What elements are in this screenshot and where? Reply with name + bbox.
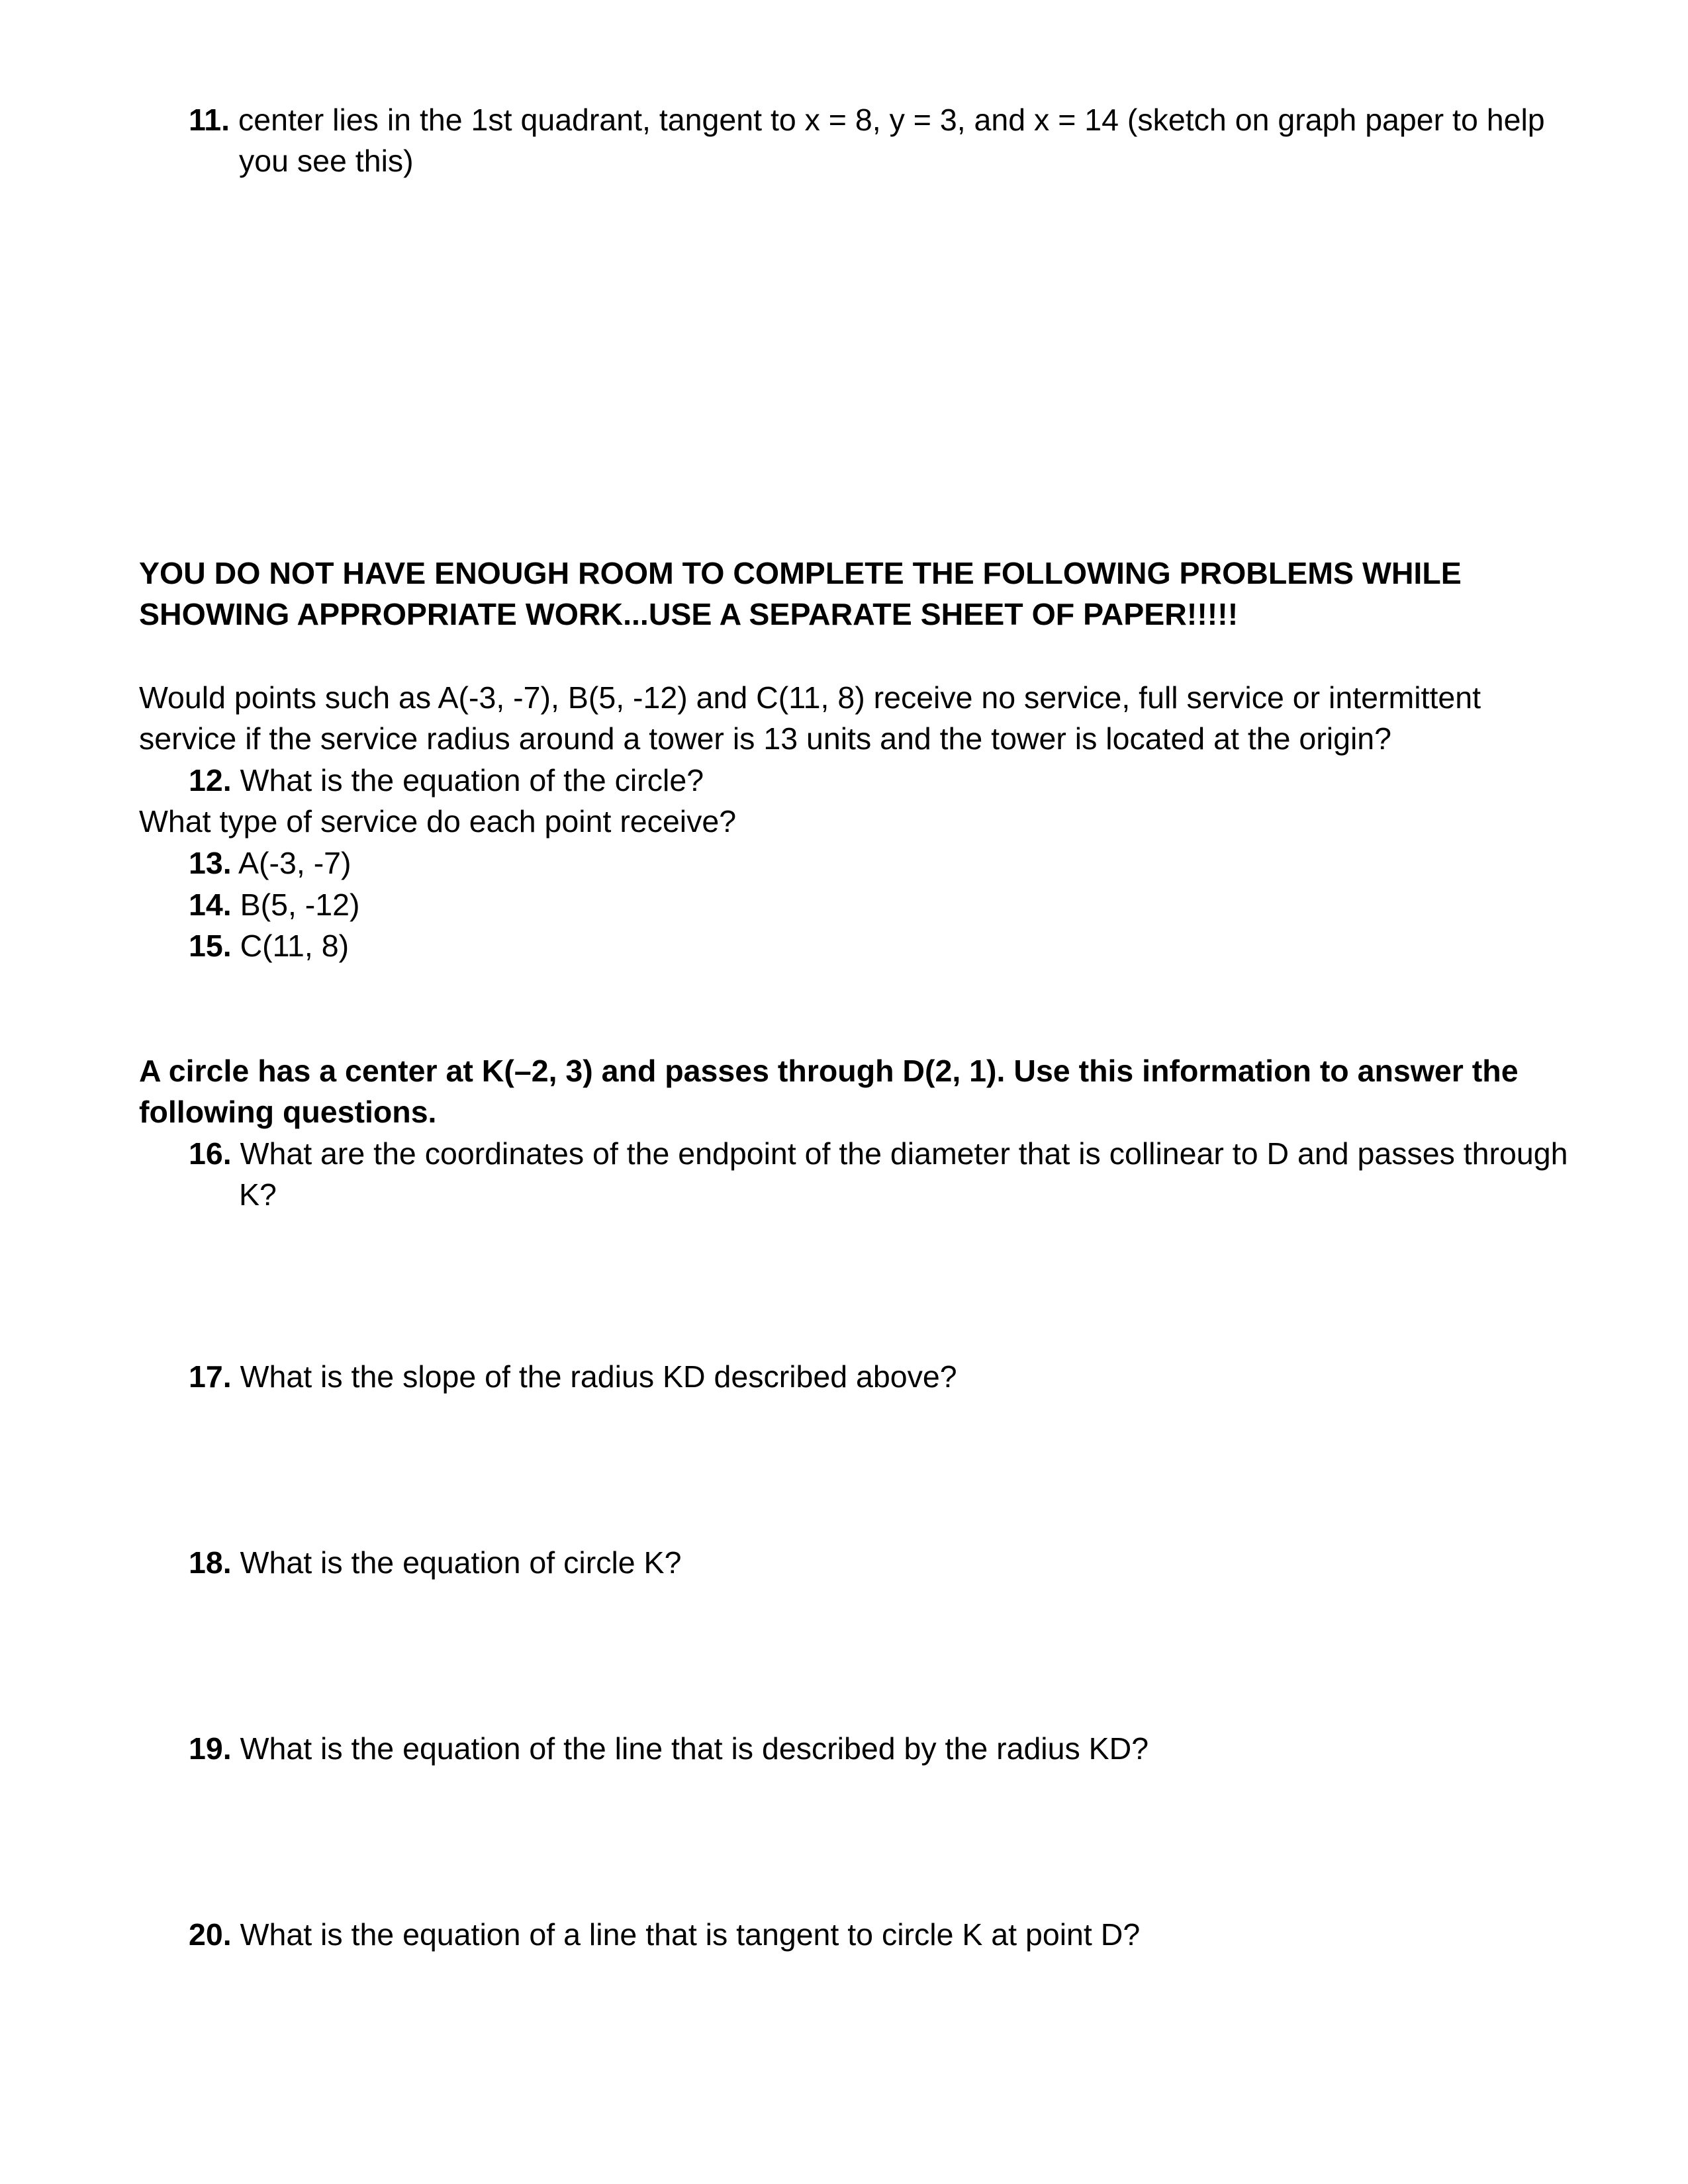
problem-15-text: C(11, 8) [240,929,350,963]
problem-19 [189,1733,1149,1764]
problem-16-text-line1: What are the coordinates of the endpoint of the diameter that is collinear to D and passes through [240,1136,1568,1171]
service-question: What type of service do each point receive? [139,804,737,839]
problem-11-number: 11. [189,103,230,137]
problem-19-number: 19. [189,1731,232,1766]
notice-line1: YOU DO NOT HAVE ENOUGH ROOM TO COMPLETE THE FOLLOWING PROBLEMS WHILE [139,556,1462,590]
problem-12-number: 12. [189,763,232,797]
notice-line2: SHOWING APPROPRIATE WORK...USE A SEPARATE SHEET OF PAPER!!!!! [139,597,1239,631]
problem-13-number: 13. [189,846,232,880]
service-intro-line2: service if the service radius around a tower is 13 units and the tower is located at the origin? [139,721,1392,756]
problem-18-number: 18. [189,1545,232,1580]
problem-17-number: 17. [189,1359,232,1394]
problem-20 [189,1919,1140,1950]
problem-11-text-line1: center lies in the 1st quadrant, tangent to x = 8, y = 3, and x = 14 (sketch on graph paper to help [238,103,1545,137]
problem-18 [189,1547,681,1578]
problem-12-text: What is the equation of the circle? [240,763,704,797]
problem-16 [189,1138,1568,1169]
problem-20-number: 20. [189,1917,232,1952]
problem-17-text: What is the slope of the radius KD described above? [240,1359,957,1394]
problem-14-text: B(5, -12) [240,887,360,922]
problem-18-text: What is the equation of circle K? [240,1545,682,1580]
problem-11 [189,105,1545,136]
problem-13 [189,848,352,879]
circle-intro-line1: A circle has a center at K(–2, 3) and passes through D(2, 1). Use this information to answer the [139,1054,1519,1088]
problem-11-text-line2: you see this) [239,144,414,178]
problem-16-number: 16. [189,1136,232,1171]
problem-12 [189,765,704,796]
circle-intro-line2: following questions. [139,1095,437,1129]
service-intro-line1: Would points such as A(-3, -7), B(5, -12) and C(11, 8) receive no service, full service or intermittent [139,680,1481,715]
problem-13-text: A(-3, -7) [238,846,352,880]
problem-15-number: 15. [189,929,232,963]
problem-15 [189,931,349,962]
problem-14 [189,889,359,921]
problem-20-text: What is the equation of a line that is tangent to circle K at point D? [240,1917,1141,1952]
problem-16-text-line2: K? [239,1177,277,1212]
problem-17 [189,1361,957,1392]
problem-19-text: What is the equation of the line that is described by the radius KD? [240,1731,1149,1766]
problem-14-number: 14. [189,887,232,922]
